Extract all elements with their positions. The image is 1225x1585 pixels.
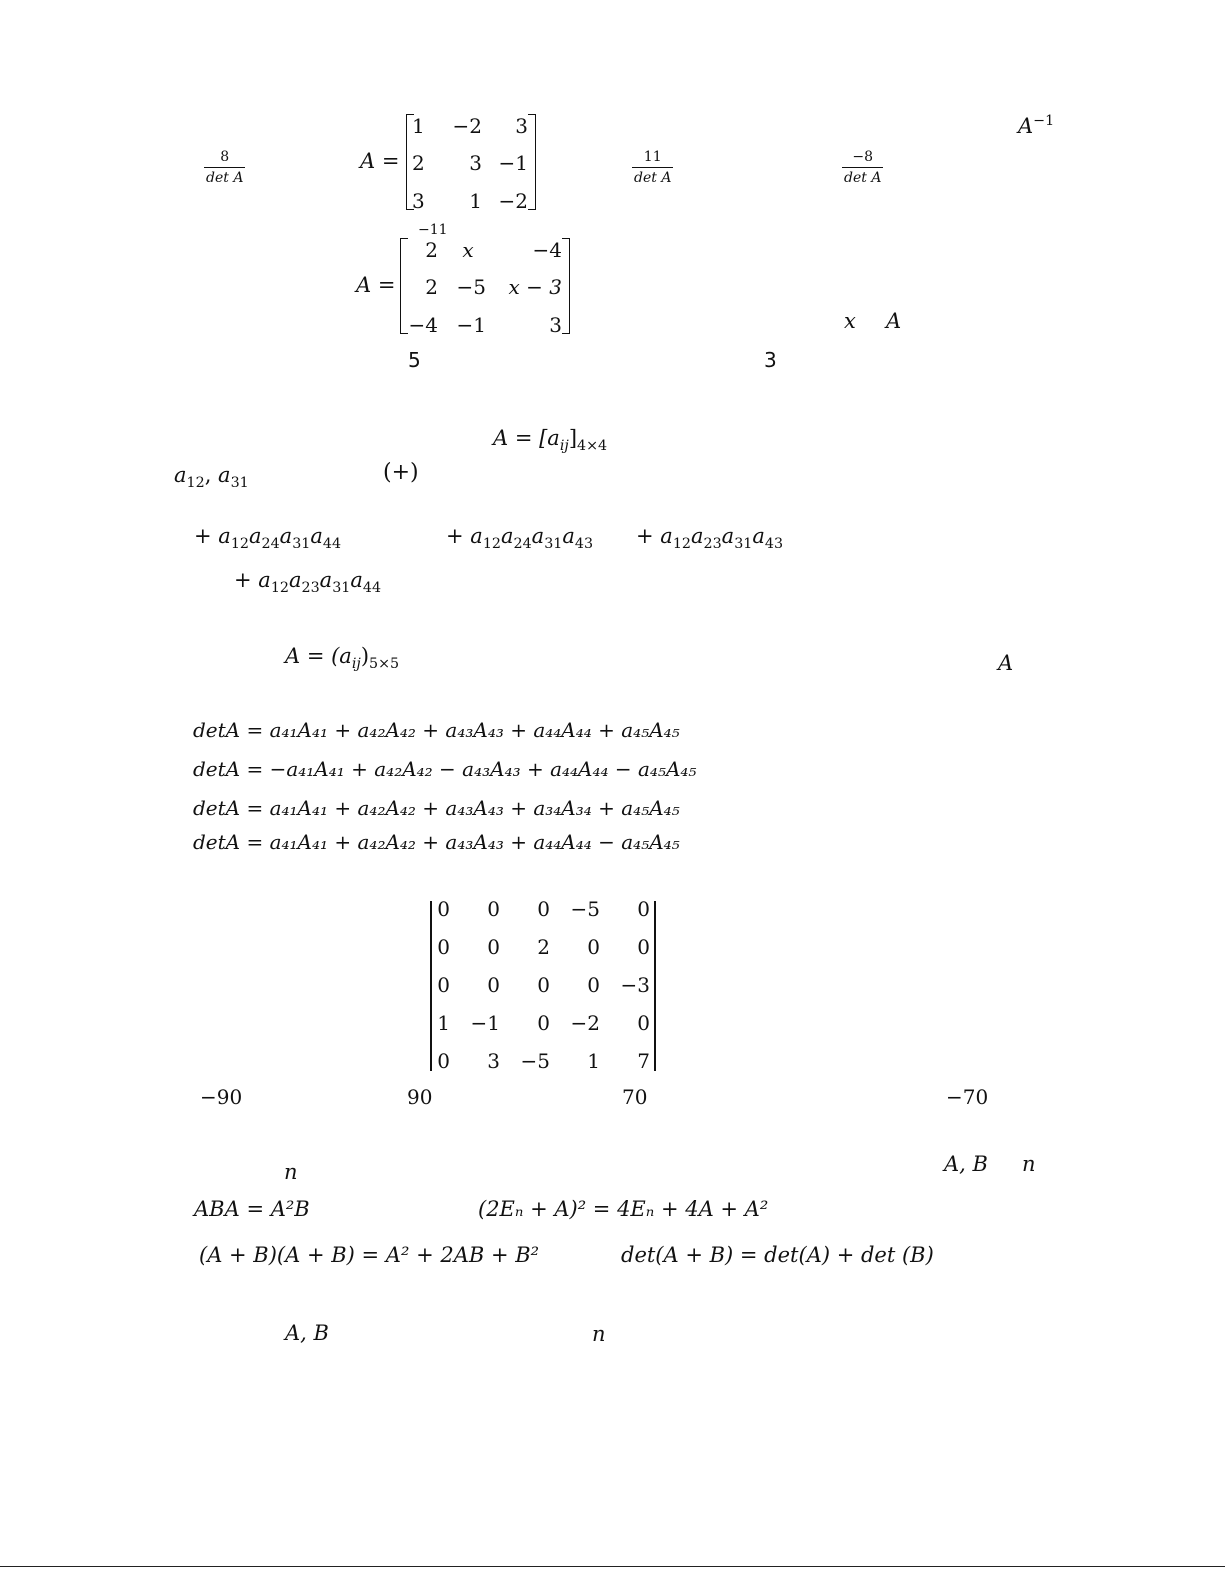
det-cell: 0 [437, 935, 450, 959]
right-bracket [528, 114, 536, 210]
q3-option-a: + $a_{12}a_{24}a_{31}a_{44}$ [194, 524, 342, 553]
matrix-cell: x − 3 [508, 275, 562, 299]
right-bar [654, 901, 656, 1071]
q1-option-b: $\frac{11}{\text{det A}}$ [634, 149, 672, 186]
det-cell: 0 [487, 935, 500, 959]
q6-variables-ab: A, B [944, 1152, 988, 1176]
q4-matrix-definition: $A = (a_{ij})_{5\times 5}$ [285, 644, 400, 673]
det-cell: 0 [437, 897, 450, 921]
det-cell: 0 [637, 897, 650, 921]
q2-option-5: 5 [408, 348, 421, 372]
q4-variable-a: A [998, 651, 1014, 675]
q1-matrix-lhs: A = [360, 149, 400, 173]
q2-option-3: 3 [764, 348, 777, 372]
q2-matrix [400, 238, 570, 337]
q6-variable-n: n [284, 1160, 298, 1184]
q2-matrix-lhs: A = [356, 273, 396, 297]
det-cell: 0 [487, 897, 500, 921]
det-cell: 1 [587, 1049, 600, 1073]
det-cell: 0 [587, 973, 600, 997]
matrix-cell: 2 [412, 151, 425, 175]
q4-option-c: detA = a₄₁A₄₁ + a₄₂A₄₂ + a₄₃A₄₃ + a₃₄A₃₄ + a₄₅A₄₅ [193, 796, 680, 820]
det-cell: 0 [487, 973, 500, 997]
det-cell: 0 [437, 973, 450, 997]
q1-matrix [406, 114, 536, 213]
det-cell: 1 [437, 1011, 450, 1035]
matrix-cell: 3 [412, 189, 425, 213]
q3-elements: $a_{12}$, $a_{31}$ [174, 463, 249, 492]
q6-option-d: det(A + B) = det(A) + det (B) [621, 1243, 934, 1267]
q3-option-c: + $a_{12}a_{23}a_{31}a_{43}$ [636, 524, 784, 553]
det-cell: 0 [637, 935, 650, 959]
det-cell: 0 [537, 1011, 550, 1035]
det-cell: 3 [487, 1049, 500, 1073]
matrix-cell: −4 [408, 313, 438, 337]
q1-inverse-symbol: $A^{-1}$ [1018, 113, 1055, 138]
det-cell: 2 [537, 935, 550, 959]
q2-variable-a: A [886, 309, 902, 333]
det-cell: 0 [587, 935, 600, 959]
det-cell: 0 [437, 1049, 450, 1073]
q7-variable-n: n [592, 1322, 606, 1346]
q6-option-a: ABA = A²B [194, 1197, 310, 1221]
q5-determinant [428, 897, 658, 1073]
matrix-cell: 2 [425, 275, 438, 299]
matrix-cell: 1 [469, 189, 482, 213]
q2-variable-x: x [844, 309, 856, 333]
matrix-cell: 3 [549, 313, 562, 337]
matrix-cell: 3 [515, 114, 528, 138]
det-cell: −5 [570, 897, 600, 921]
q3-matrix-definition: $A = [a_{ij}]_{4\times 4}$ [493, 426, 608, 455]
q1-option-d: −11 [418, 222, 448, 238]
matrix-cell: 2 [425, 238, 438, 262]
matrix-cell: 3 [469, 151, 482, 175]
q6-option-b: (2Eₙ + A)² = 4Eₙ + 4A + A² [478, 1197, 769, 1221]
matrix-cell: −2 [452, 114, 482, 138]
q5-option-a: −90 [200, 1085, 243, 1109]
q1-option-a: $\frac{8}{\text{det A}}$ [206, 149, 244, 186]
matrix-cell: 1 [412, 114, 425, 138]
q4-option-b: detA = −a₄₁A₄₁ + a₄₂A₄₂ − a₄₃A₄₃ + a₄₄A₄₄ − a₄₅A₄₅ [193, 757, 697, 781]
q4-option-d: detA = a₄₁A₄₁ + a₄₂A₄₂ + a₄₃A₄₃ + a₄₄A₄₄ − a₄₅A₄₅ [193, 830, 680, 854]
q6-variable-n2: n [1022, 1152, 1036, 1176]
q5-option-b: 90 [407, 1085, 433, 1109]
q7-variables-ab: A, B [285, 1321, 329, 1345]
det-cell: 0 [537, 897, 550, 921]
q3-plus-sign: (+) [383, 460, 419, 485]
matrix-cell: −1 [456, 313, 486, 337]
det-cell: −5 [520, 1049, 550, 1073]
matrix-cell: −5 [456, 275, 486, 299]
page-bottom-rule [0, 1566, 1225, 1567]
matrix-cell: x [462, 238, 474, 262]
q4-option-a: detA = a₄₁A₄₁ + a₄₂A₄₂ + a₄₃A₄₃ + a₄₄A₄₄ + a₄₅A₄₅ [193, 718, 680, 742]
matrix-cell: −1 [498, 151, 528, 175]
q6-option-c: (A + B)(A + B) = A² + 2AB + B² [199, 1243, 540, 1267]
q3-option-b: + $a_{12}a_{24}a_{31}a_{43}$ [446, 524, 594, 553]
q3-option-d: + $a_{12}a_{23}a_{31}a_{44}$ [234, 568, 382, 597]
det-cell: −1 [470, 1011, 500, 1035]
det-cell: 7 [637, 1049, 650, 1073]
det-cell: −3 [620, 973, 650, 997]
matrix-cell: −2 [498, 189, 528, 213]
right-bracket [562, 238, 570, 334]
matrix-cell: −4 [532, 238, 562, 262]
det-cell: −2 [570, 1011, 600, 1035]
det-cell: 0 [637, 1011, 650, 1035]
q5-option-d: −70 [946, 1085, 989, 1109]
q1-option-c: $\frac{-8}{\text{det A}}$ [844, 149, 882, 186]
det-cell: 0 [537, 973, 550, 997]
q5-option-c: 70 [622, 1085, 648, 1109]
